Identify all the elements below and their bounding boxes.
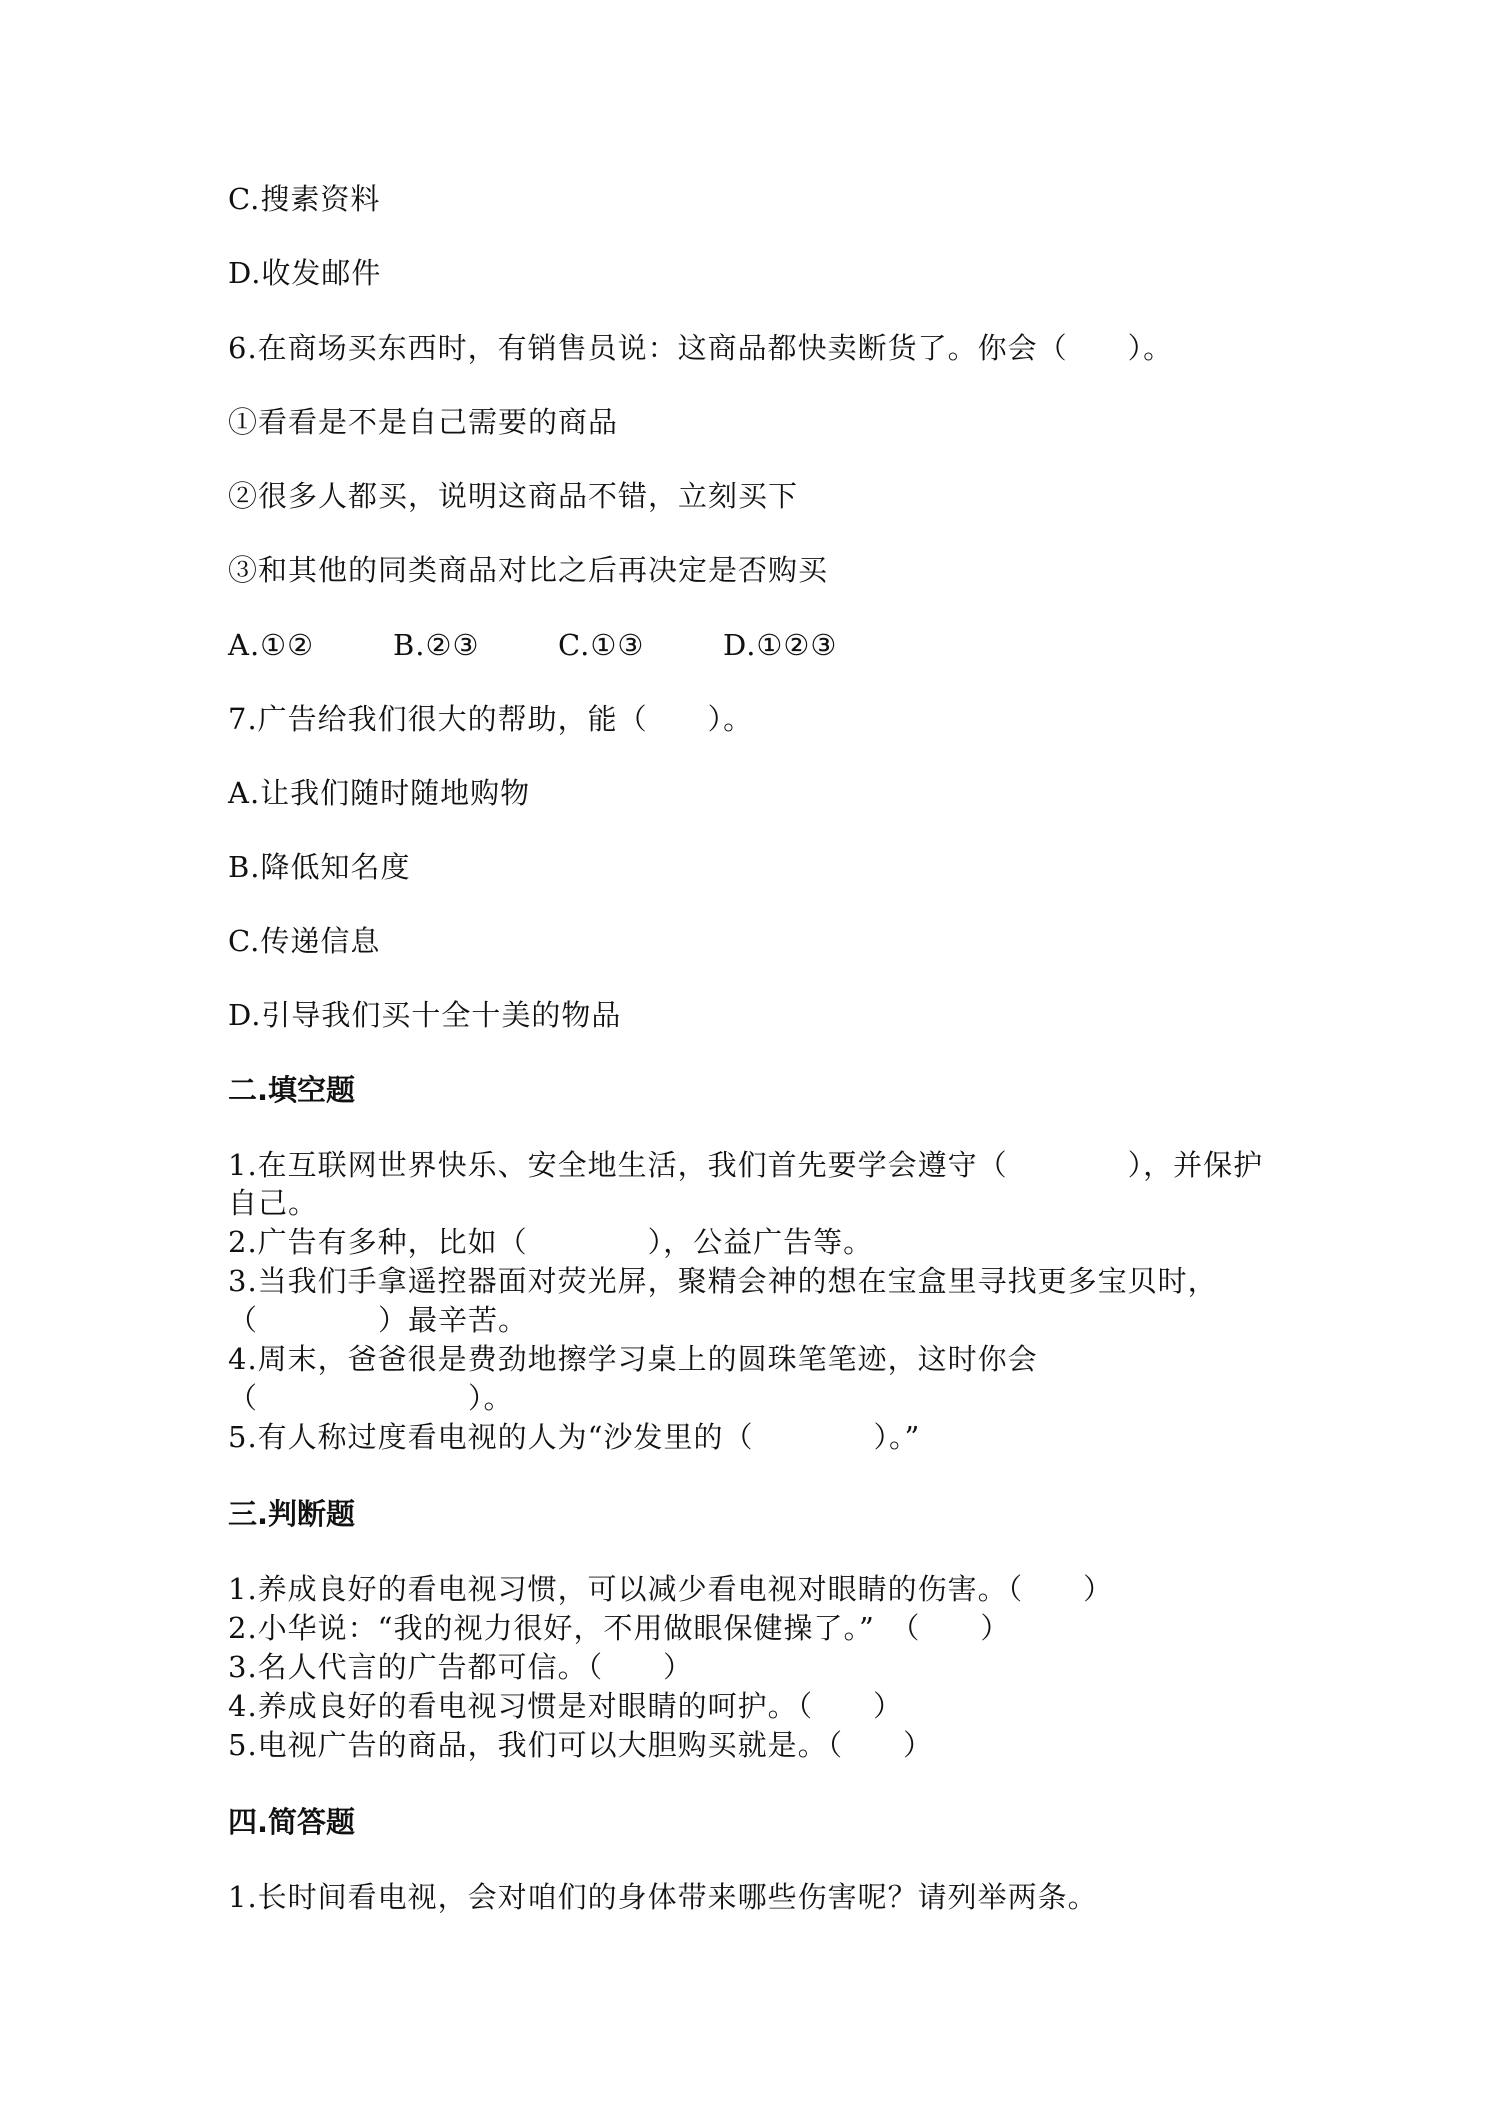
q6-option-b: B.②③ [393, 628, 480, 662]
fill-q4-line-2: （ ）。 [228, 1381, 514, 1415]
section-4-title: 四.简答题 [228, 1805, 356, 1839]
judge-q2: 2.小华说：“我的视力很好，不用做眼保健操了。” （ ） [228, 1611, 1011, 1645]
q6-statement-1: ①看看是不是自己需要的商品 [228, 405, 619, 439]
q6-options [228, 627, 928, 663]
short-answer-q1: 1.长时间看电视，会对咱们的身体带来哪些伤害呢？请列举两条。 [228, 1880, 1098, 1914]
judge-q1: 1.养成良好的看电视习惯，可以减少看电视对眼睛的伤害。（ ） [228, 1572, 1114, 1606]
q6-option-a: A.①② [228, 628, 315, 662]
q7-option-d: D.引导我们买十全十美的物品 [228, 998, 622, 1032]
fill-q1-line-1: 1.在互联网世界快乐、安全地生活，我们首先要学会遵守（ ），并保护 [228, 1148, 1264, 1182]
q7-option-a: A.让我们随时随地购物 [228, 776, 531, 810]
q7-option-b: B.降低知名度 [228, 850, 411, 884]
q6-option-c: C.①③ [558, 628, 645, 662]
q6-statement-2: ②很多人都买，说明这商品不错，立刻买下 [228, 479, 799, 513]
judge-q5: 5.电视广告的商品，我们可以大胆购买就是。（ ） [228, 1728, 934, 1762]
fill-q2: 2.广告有多种，比如（ ），公益广告等。 [228, 1225, 874, 1259]
q6-statement-3: ③和其他的同类商品对比之后再决定是否购买 [228, 553, 829, 587]
q5-option-c: C.搜素资料 [228, 182, 381, 216]
section-3-title: 三.判断题 [228, 1497, 356, 1531]
fill-q4-line-1: 4.周末，爸爸很是费劲地擦学习桌上的圆珠笔笔迹，这时你会 [228, 1342, 1038, 1376]
q7-option-c: C.传递信息 [228, 924, 381, 958]
fill-q5: 5.有人称过度看电视的人为“沙发里的（ ）。” [228, 1420, 921, 1454]
fill-q3-line-1: 3.当我们手拿遥控器面对荧光屏，聚精会神的想在宝盒里寻找更多宝贝时， [228, 1264, 1218, 1298]
fill-q3-line-2: （ ）最辛苦。 [228, 1303, 529, 1337]
q6-stem: 6.在商场买东西时，有销售员说：这商品都快卖断货了。你会（ ）。 [228, 331, 1174, 365]
q7-stem: 7.广告给我们很大的帮助，能（ ）。 [228, 702, 754, 736]
judge-q4: 4.养成良好的看电视习惯是对眼睛的呵护。（ ） [228, 1689, 904, 1723]
section-2-title: 二.填空题 [228, 1073, 356, 1107]
q5-option-d: D.收发邮件 [228, 256, 382, 290]
q6-option-d: D.①②③ [723, 628, 838, 662]
fill-q1-line-2: 自己。 [228, 1186, 319, 1220]
judge-q3: 3.名人代言的广告都可信。（ ） [228, 1650, 694, 1684]
